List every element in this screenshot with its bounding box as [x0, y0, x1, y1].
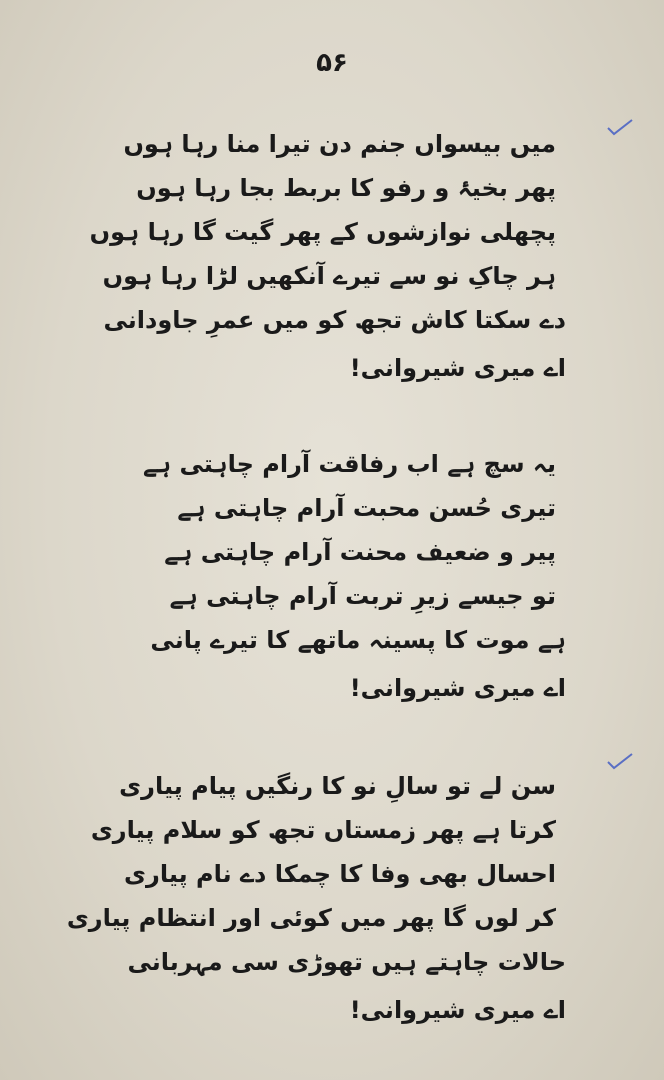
refrain-line: اے میری شیروانی! [349, 674, 566, 702]
verse-line: تو جیسے زیرِ تربت آرام چاہتی ہے [169, 582, 556, 610]
page-number: ۵۶ [316, 48, 348, 78]
verse-line: احسال بھی وفا کا چمکا دے نام پیاری [124, 860, 556, 888]
verse-line: یہ سچ ہے اب رفاقت آرام چاہتی ہے [142, 450, 556, 478]
refrain-line: اے میری شیروانی! [349, 996, 566, 1024]
stanza-1 [0, 124, 664, 424]
check-mark-icon [606, 752, 634, 772]
verse-line: پیر و ضعیف محنت آرام چاہتی ہے [164, 538, 556, 566]
verse-line: ہر چاکِ نو سے تیرے آنکھیں لڑا رہا ہوں [102, 262, 556, 290]
check-mark-icon [606, 118, 634, 138]
stanza-3 [0, 766, 664, 1066]
stanza-2 [0, 444, 664, 744]
verse-line: سن لے تو سالِ نو کا رنگیں پیام پیاری [119, 772, 556, 800]
verse-line: میں بیسواں جنم دن تیرا منا رہا ہوں [123, 130, 556, 158]
verse-line: پچھلی نوازشوں کے پھر گیت گا رہا ہوں [89, 218, 556, 246]
verse-line: پھر بخیۂ و رفو کا بربط بجا رہا ہوں [136, 174, 556, 202]
verse-line: حالات چاہتے ہیں تھوڑی سی مہربانی [127, 948, 566, 976]
verse-line: تیری حُسن محبت آرام چاہتی ہے [177, 494, 556, 522]
verse-line: دے سکتا کاش تجھ کو میں عمرِ جاودانی [103, 306, 566, 334]
verse-line: ہے موت کا پسینہ ماتھے کا تیرے پانی [150, 626, 566, 654]
verse-line: کرتا ہے پھر زمستاں تجھ کو سلام پیاری [90, 816, 556, 844]
verse-line: کر لوں گا پھر میں کوئی اور انتظام پیاری [66, 904, 556, 932]
refrain-line: اے میری شیروانی! [349, 354, 566, 382]
